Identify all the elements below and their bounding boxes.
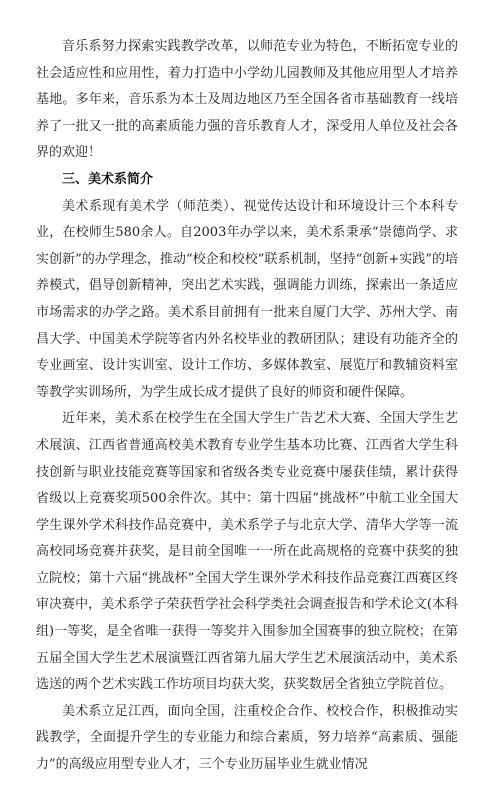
art-department-intro-paragraph: 美术系现有美术学（师范类）、视觉传达设计和环境设计三个本科专业，在校师生580余人。自2003年办学以来，美术系秉承“崇德尚学、求实创新”的办学理念，推动“校企和校校”联系机制，坚持“创新+实践”的培养模式，倡导创新精神，突出艺术实践，强调能力训练，探索出一条适应市场需求的办学之路。美术系目前拥有一批来自厦门大学、苏州大学、南昌大学、中国美术学院等省内外名校毕业的教研团队；建设有功能齐全的专业画室、设计实训室、设计工作坊、多媒体教室、展览厅和教辅资料室等教学实训场所，为学生成长成才提供了良好的师资和硬件保障。 xyxy=(36,198,458,400)
art-department-outlook-paragraph: 美术系立足江西，面向全国，注重校企合作、校校合作，积极推动实践教学，全面提升学生的专业能力和综合素质，努力培养“高素质、强能力”的高级应用型专业人才，三个专业历届毕业生就业情况 xyxy=(36,703,458,773)
art-department-heading: 三、美术系简介 xyxy=(62,171,154,187)
art-department-awards-paragraph: 近年来，美术系在校学生在全国大学生广告艺术大赛、全国大学生艺术展演、江西省普通高校美术教育专业学生基本功比赛、江西省大学生科技创新与职业技能竞赛等国家和省级各类专业竞赛中屡获佳绩，累计获得省级以上竞赛奖项500余件次。其中：第十四届“挑战杯”中航工业全国大学生课外学术科技作品竞赛中，美术系学子与北京大学、清华大学等一流高校同场竞赛并获奖，是目前全国唯一一所在此高规格的竞赛中获奖的独立院校；第十六届“挑战杯”全国大学生课外学术科技作品竞赛江西赛区终审决赛中，美术系学子荣获哲学社会科学类社会调查报告和学术论文(本科组)一等奖，是全省唯一获得一等奖并入围参加全国赛事的独立院校；在第五届全国大学生艺术展演暨江西省第九届大学生艺术展演活动中，美术系选送的两个艺术实践工作坊项目均获大奖，获奖数居全省独立学院首位。 xyxy=(36,411,458,693)
music-department-paragraph: 音乐系努力探索实践教学改革，以师范专业为特色，不断拓宽专业的社会适应性和应用性，着力打造中小学幼儿园教师及其他应用型人才培养基地。多年来，音乐系为本土及周边地区乃至全国各省市基础教育一线培养了一批又一批的高素质能力强的音乐教育人才，深受用人单位及社会各界的欢迎！ xyxy=(36,39,458,161)
document-page xyxy=(36,34,458,779)
